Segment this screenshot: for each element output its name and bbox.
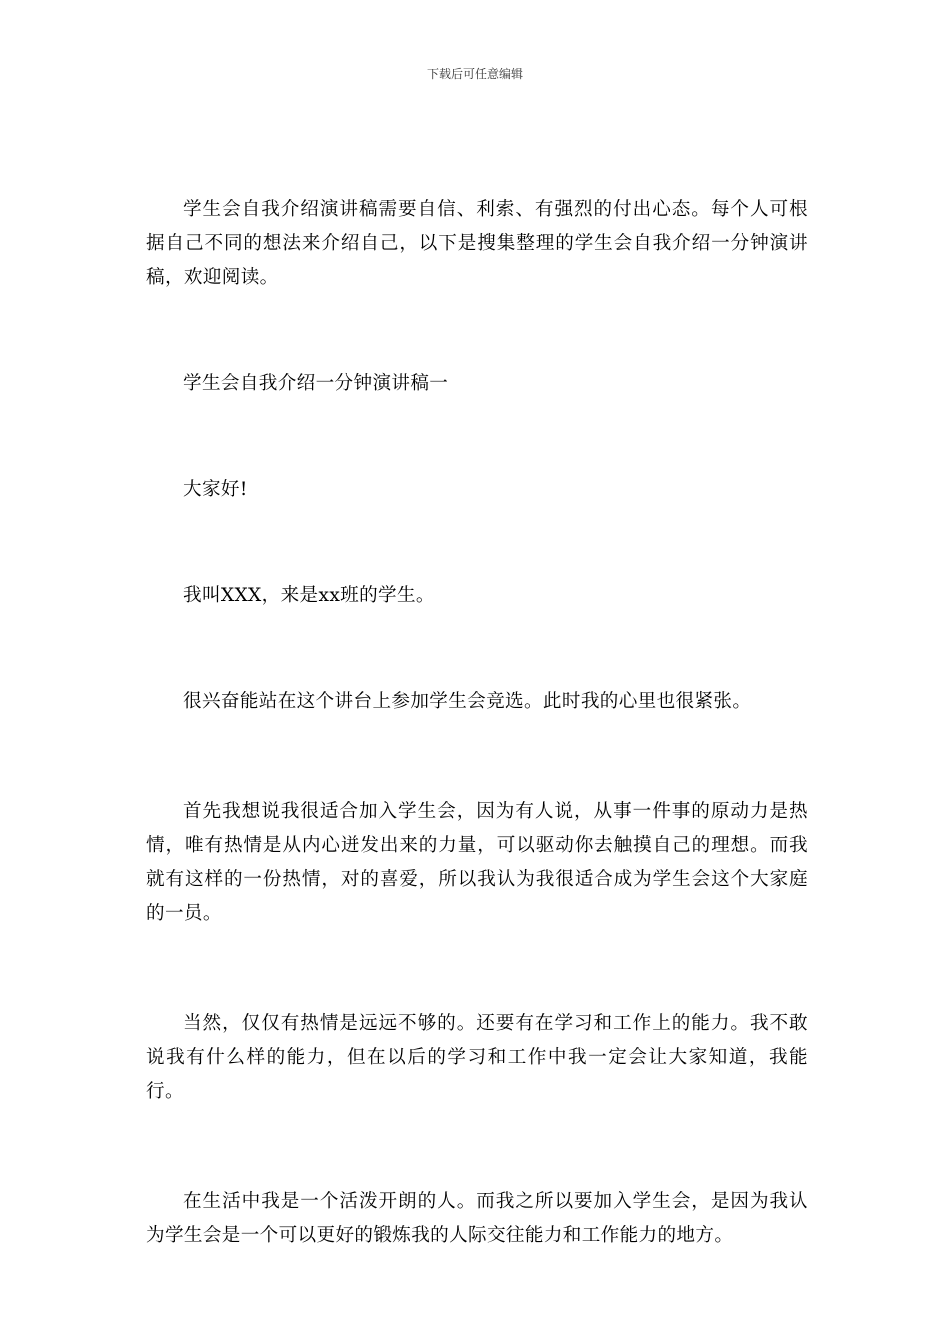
passion-paragraph: 首先我想说我很适合加入学生会，因为有人说，从事一件事的原动力是热情，唯有热情是从内心迸发出来的力量，可以驱动你去触摸自己的理想。而我就有这样的一份热情，对的喜爱，所以我认为我很适合成为学生会这个大家庭的一员。 bbox=[146, 801, 808, 924]
personality-paragraph: 在生活中我是一个活泼开朗的人。而我之所以要加入学生会，是因为我认为学生会是一个可以更好的锻炼我的人际交往能力和工作能力的地方。 bbox=[146, 1191, 808, 1246]
intro-paragraph: 学生会自我介绍演讲稿需要自信、利索、有强烈的付出心态。每个人可根据自己不同的想法来介绍自己，以下是搜集整理的学生会自我介绍一分钟演讲稿，欢迎阅读。 bbox=[146, 199, 808, 288]
greeting-paragraph: 大家好! bbox=[183, 479, 248, 500]
section-heading: 学生会自我介绍一分钟演讲稿一 bbox=[183, 373, 449, 394]
ability-paragraph: 当然，仅仅有热情是远远不够的。还要有在学习和工作上的能力。我不敢说我有什么样的能力，但在以后的学习和工作中我一定会让大家知道，我能行。 bbox=[146, 1013, 808, 1102]
document-body bbox=[146, 193, 808, 1253]
name-paragraph: 我叫XXX，来是xx班的学生。 bbox=[183, 585, 435, 606]
excitement-paragraph: 很兴奋能站在这个讲台上参加学生会竞选。此时我的心里也很紧张。 bbox=[183, 691, 752, 712]
page-header-note: 下载后可任意编辑 bbox=[426, 67, 523, 81]
